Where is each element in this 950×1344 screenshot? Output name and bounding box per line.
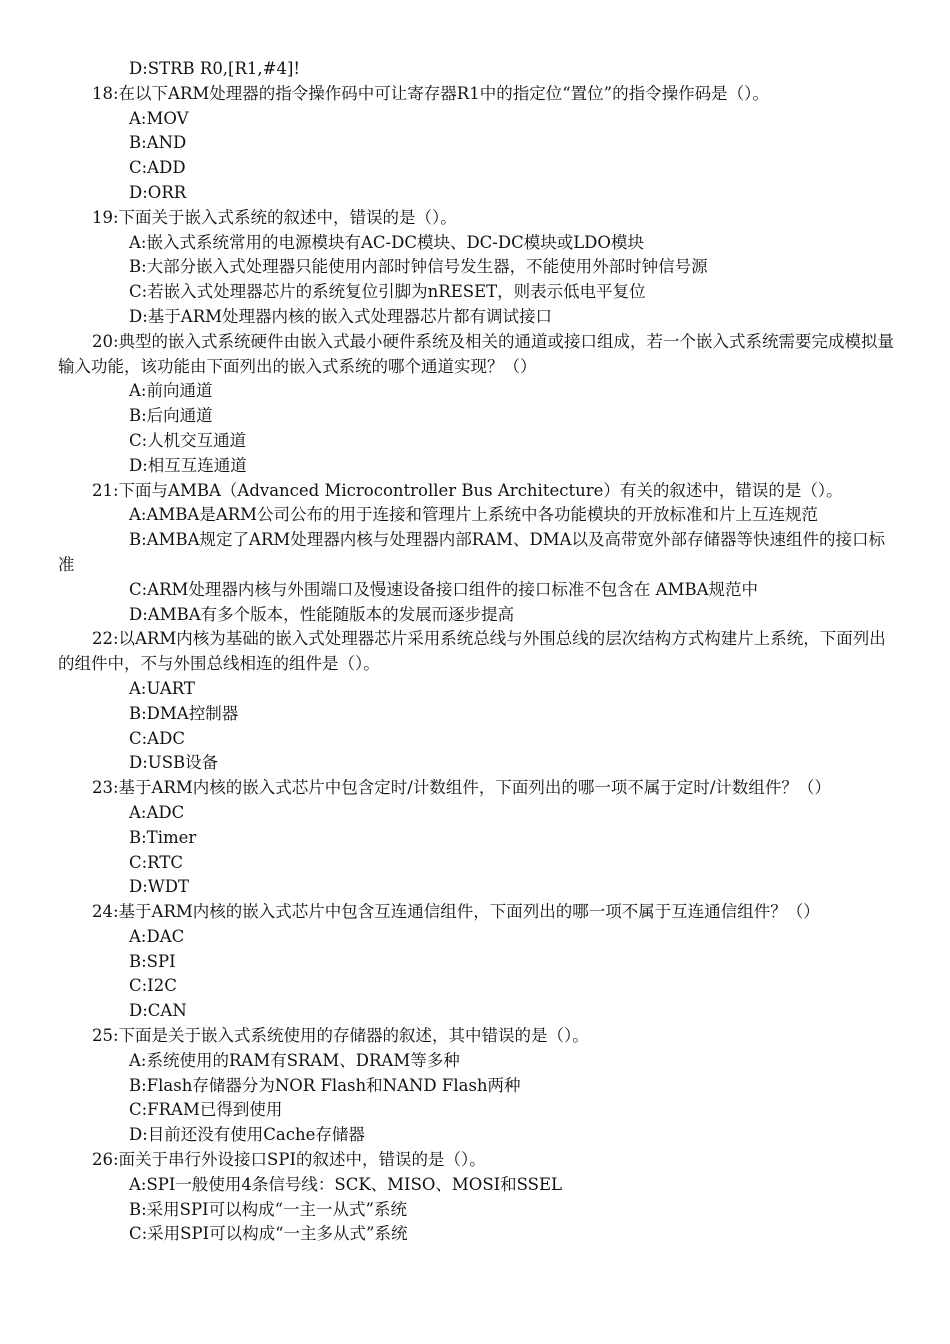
question-19 (58, 206, 896, 330)
option-c: C:ADD (129, 158, 186, 178)
option-c: C:人机交互通道 (129, 430, 247, 450)
question-stem: 23:基于ARM内核的嵌入式芯片中包含定时/计数组件，下面列出的哪一项不属于定时/计数组件？（） (92, 778, 831, 798)
option-a: A:MOV (129, 108, 189, 128)
option-c: C:I2C (129, 976, 177, 996)
option-b: B:后向通道 (129, 406, 213, 426)
option-d: D:相互互连通道 (129, 455, 247, 475)
option-a: A:DAC (129, 926, 185, 946)
option-d: D:ORR (129, 182, 187, 202)
question-25 (58, 1024, 896, 1148)
option-b: B:AMBA规定了ARM处理器内核与处理器内部RAM、DMA以及高带宽外部存储器等快速组件的接口标准 (58, 530, 886, 574)
option-d: D:CAN (129, 1001, 187, 1021)
option-c: C:若嵌入式处理器芯片的系统复位引脚为nRESET，则表示低电平复位 (129, 282, 646, 302)
option-c: C:FRAM已得到使用 (129, 1100, 283, 1120)
option-c: C:RTC (129, 852, 183, 872)
question-18 (58, 82, 896, 206)
option-d: D:基于ARM处理器内核的嵌入式处理器芯片都有调试接口 (129, 306, 553, 326)
option-a: A:前向通道 (129, 381, 213, 401)
question-stem: 18:在以下ARM处理器的指令操作码中可让寄存器R1中的指定位“置位”的指令操作码是（）。 (92, 83, 769, 103)
question-22 (58, 627, 896, 776)
question-24 (58, 900, 896, 1024)
question-21 (58, 479, 896, 628)
question-stem: 21:下面与AMBA（Advanced Microcontroller Bus Architecture）有关的叙述中，错误的是（）。 (92, 480, 843, 500)
question-stem: 26:面关于串行外设接口SPI的叙述中，错误的是（）。 (92, 1150, 486, 1170)
question-26 (58, 1148, 896, 1247)
question-stem: 19:下面关于嵌入式系统的叙述中，错误的是（）。 (92, 207, 457, 227)
option-b: B:DMA控制器 (129, 703, 239, 723)
option-c: C:采用SPI可以构成“一主多从式”系统 (129, 1224, 408, 1244)
option-c: C:ARM处理器内核与外围端口及慢速设备接口组件的接口标准不包含在 AMBA规范中 (129, 579, 759, 599)
option-b: B:采用SPI可以构成“一主一从式”系统 (129, 1199, 407, 1219)
question-20 (58, 330, 896, 479)
option-b: B:大部分嵌入式处理器只能使用内部时钟信号发生器，不能使用外部时钟信号源 (129, 257, 708, 277)
option-c: C:ADC (129, 728, 185, 748)
option-a: A:嵌入式系统常用的电源模块有AC-DC模块、DC-DC模块或LDO模块 (129, 232, 644, 252)
option-b: B:Timer (129, 827, 197, 847)
question-23 (58, 776, 896, 900)
option-d: D:目前还没有使用Cache存储器 (129, 1125, 365, 1145)
option-d: D:AMBA有多个版本，性能随版本的发展而逐步提高 (129, 604, 515, 624)
option-a: A:SPI一般使用4条信号线：SCK、MISO、MOSI和SSEL (129, 1174, 562, 1194)
option-d: D:WDT (129, 877, 189, 897)
option-b: B:AND (129, 133, 187, 153)
option-a: A:AMBA是ARM公司公布的用于连接和管理片上系统中各功能模块的开放标准和片上互连规范 (129, 505, 819, 525)
question-stem: 25:下面是关于嵌入式系统使用的存储器的叙述，其中错误的是（）。 (92, 1026, 589, 1046)
option-b: B:Flash存储器分为NOR Flash和NAND Flash两种 (129, 1075, 521, 1095)
option-d: D:USB设备 (129, 753, 219, 773)
option-a: A:系统使用的RAM有SRAM、DRAM等多种 (129, 1050, 460, 1070)
question-stem: 20:典型的嵌入式系统硬件由嵌入式最小硬件系统及相关的通道或接口组成，若一个嵌入式系统需要完成模拟量输入功能，该功能由下面列出的嵌入式系统的哪个通道实现？（） (58, 331, 895, 376)
previous-question-option: D:STRB R0,[R1,#4]! (129, 59, 301, 78)
option-b: B:SPI (129, 951, 176, 971)
question-list (58, 57, 896, 1247)
option-a: A:ADC (129, 802, 185, 822)
option-a: A:UART (129, 678, 195, 698)
question-stem: 24:基于ARM内核的嵌入式芯片中包含互连通信组件，下面列出的哪一项不属于互连通信组件？（） (92, 902, 820, 922)
question-stem: 22:以ARM内核为基础的嵌入式处理器芯片采用系统总线与外围总线的层次结构方式构建片上系统，下面列出的组件中，不与外围总线相连的组件是（）。 (58, 629, 886, 674)
